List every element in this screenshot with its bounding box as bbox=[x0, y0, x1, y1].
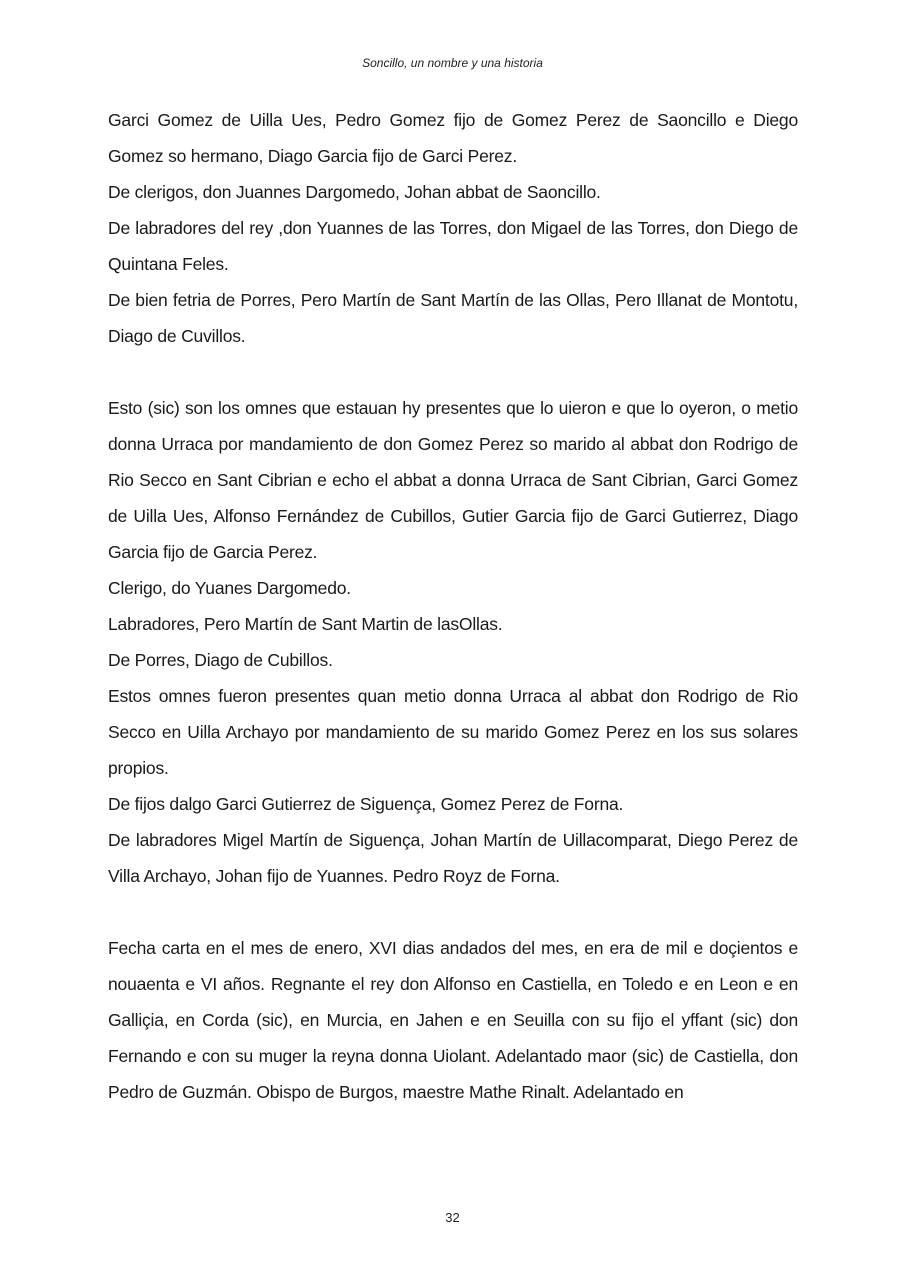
paragraph-spacer bbox=[108, 894, 798, 930]
paragraph-laborers-siguenca: De labradores Migel Martín de Siguença, Johan Martín de Uillacomparat, Diego Perez de Villa Archayo, Johan fijo de Yuannes. Pedro Royz de Forna. bbox=[108, 830, 798, 886]
paragraph-hidalgos: De fijos dalgo Garci Gutierrez de Siguença, Gomez Perez de Forna. bbox=[108, 794, 624, 814]
paragraph-clergy: De clerigos, don Juannes Dargomedo, Johan abbat de Saoncillo. bbox=[108, 182, 601, 202]
paragraph-sant-cibrian: Esto (sic) son los omnes que estauan hy presentes que lo uieron e que lo oyeron, o metio donna Urraca por mandamiento de don Gomez Perez so marido al abbat don Rodrigo de Rio Secco en Sant Cibrian e echo el abbat a donna Urraca de Sant Cibrian, Garci Gomez de Uilla Ues, Alfonso Fernández de Cubillos, Gutier Garcia fijo de Garci Gutierrez, Diago Garcia fijo de Garcia Perez. bbox=[108, 398, 798, 562]
running-header: Soncillo, un nombre y una historia bbox=[362, 56, 543, 70]
paragraph-dating-clause: Fecha carta en el mes de enero, XVI dias andados del mes, en era de mil e doçientos e nouaenta e VI años. Regnante el rey don Alfonso en Castiella, en Toledo e en Leon e en Galliçia, en Corda (sic), en Murcia, en Jahen e en Seuilla con su fijo el yffant (sic) don Fernando e con su muger la reyna donna Uiolant. Adelantado maor (sic) de Castiella, don Pedro de Guzmán. Obispo de Burgos, maestre Mathe Rinalt. Adelantado en bbox=[108, 938, 798, 1102]
paragraph-cleric: Clerigo, do Yuanes Dargomedo. bbox=[108, 578, 351, 598]
page-number: 32 bbox=[445, 1210, 460, 1225]
paragraph-royal-laborers: De labradores del rey ,don Yuannes de las Torres, don Migael de las Torres, don Diego de Quintana Feles. bbox=[108, 218, 798, 274]
paragraph-porres: De Porres, Diago de Cubillos. bbox=[108, 650, 333, 670]
paragraph-witnesses-nobles: Garci Gomez de Uilla Ues, Pedro Gomez fijo de Gomez Perez de Saoncillo e Diego Gomez so hermano, Diago Garcia fijo de Garci Perez. bbox=[108, 110, 798, 166]
paragraph-uilla-archayo: Estos omnes fueron presentes quan metio donna Urraca al abbat don Rodrigo de Rio Secco en Uilla Archayo por mandamiento de su marido Gomez Perez en los sus solares propios. bbox=[108, 686, 798, 778]
body-text bbox=[108, 102, 798, 1110]
paragraph-porres-witnesses: De bien fetria de Porres, Pero Martín de Sant Martín de las Ollas, Pero Illanat de Montotu, Diago de Cuvillos. bbox=[108, 290, 798, 346]
paragraph-spacer bbox=[108, 354, 798, 390]
paragraph-laborers: Labradores, Pero Martín de Sant Martin de lasOllas. bbox=[108, 614, 503, 634]
